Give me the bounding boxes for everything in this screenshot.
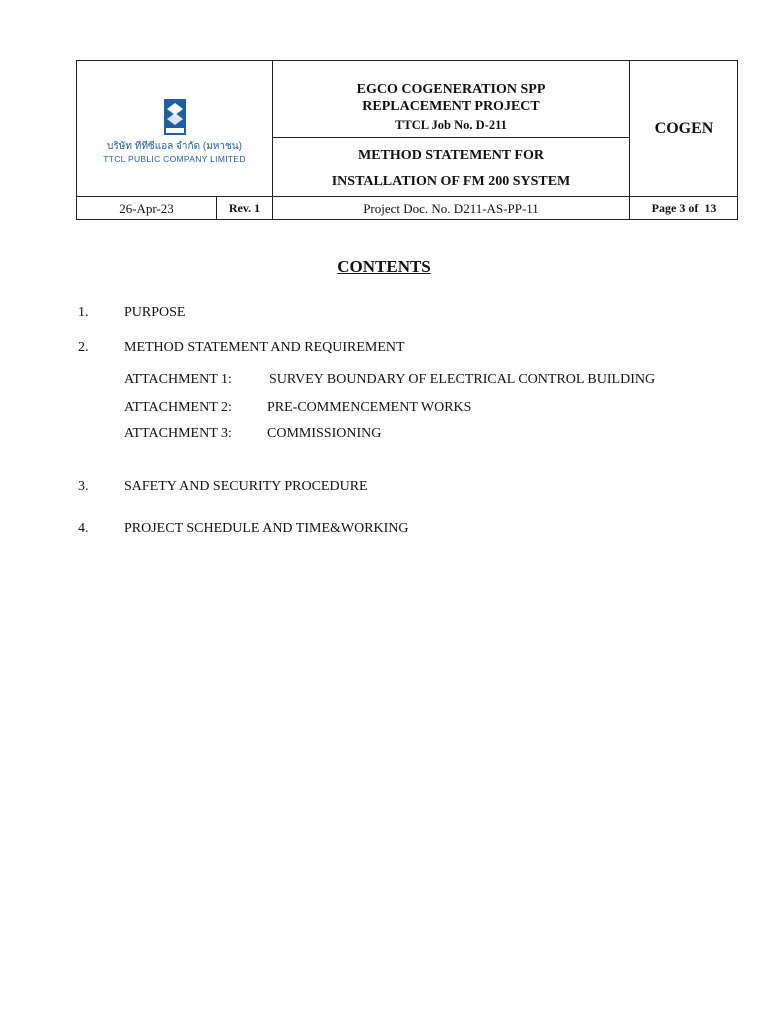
client-code: COGEN — [654, 119, 714, 137]
attachment-entry: SURVEY BOUNDARY OF ELECTRICAL CONTROL BUILDING — [269, 372, 656, 387]
document-date: 26-Apr-23 — [119, 200, 174, 216]
header-info-row — [77, 197, 737, 220]
toc-number: 3. — [78, 479, 89, 494]
project-title-line1: EGCO COGENERATION SPP — [356, 82, 546, 97]
page-number: Page 3 of 13 — [651, 201, 717, 215]
toc-number: 2. — [78, 340, 89, 355]
attachment-label: ATTACHMENT 3: — [124, 426, 232, 441]
company-logo — [77, 61, 272, 196]
toc-entry: METHOD STATEMENT AND REQUIREMENT — [124, 340, 405, 355]
ttcl-logo-icon — [164, 99, 186, 135]
attachment-entry: PRE-COMMENCEMENT WORKS — [267, 400, 472, 415]
job-number: TTCL Job No. D-211 — [395, 118, 507, 132]
project-doc-number: Project Doc. No. D211-AS-PP-11 — [363, 200, 539, 216]
contents-title: CONTENTS — [337, 257, 431, 276]
company-thai-name: บริษัท ทีทีซีแอล จำกัด (มหาชน) — [107, 141, 242, 152]
attachment-label: ATTACHMENT 1: — [124, 372, 232, 387]
attachment-entry: COMMISSIONING — [267, 426, 382, 441]
method-line2: INSTALLATION OF FM 200 SYSTEM — [331, 174, 571, 189]
toc-entry: PROJECT SCHEDULE AND TIME&WORKING — [124, 521, 409, 536]
document-header-table — [76, 60, 738, 220]
method-line1: METHOD STATEMENT FOR — [358, 148, 544, 163]
project-title-line2: REPLACEMENT PROJECT — [362, 99, 540, 114]
toc-entry: SAFETY AND SECURITY PROCEDURE — [124, 479, 368, 494]
method-statement-cell — [273, 138, 629, 196]
toc-number: 4. — [78, 521, 89, 536]
toc-number: 1. — [78, 305, 89, 320]
project-title-cell — [273, 61, 629, 137]
attachment-label: ATTACHMENT 2: — [124, 400, 232, 415]
toc-entry: PURPOSE — [124, 305, 186, 320]
revision-number: Rev. 1 — [228, 201, 261, 215]
company-english-name: TTCL PUBLIC COMPANY LIMITED — [103, 154, 246, 164]
